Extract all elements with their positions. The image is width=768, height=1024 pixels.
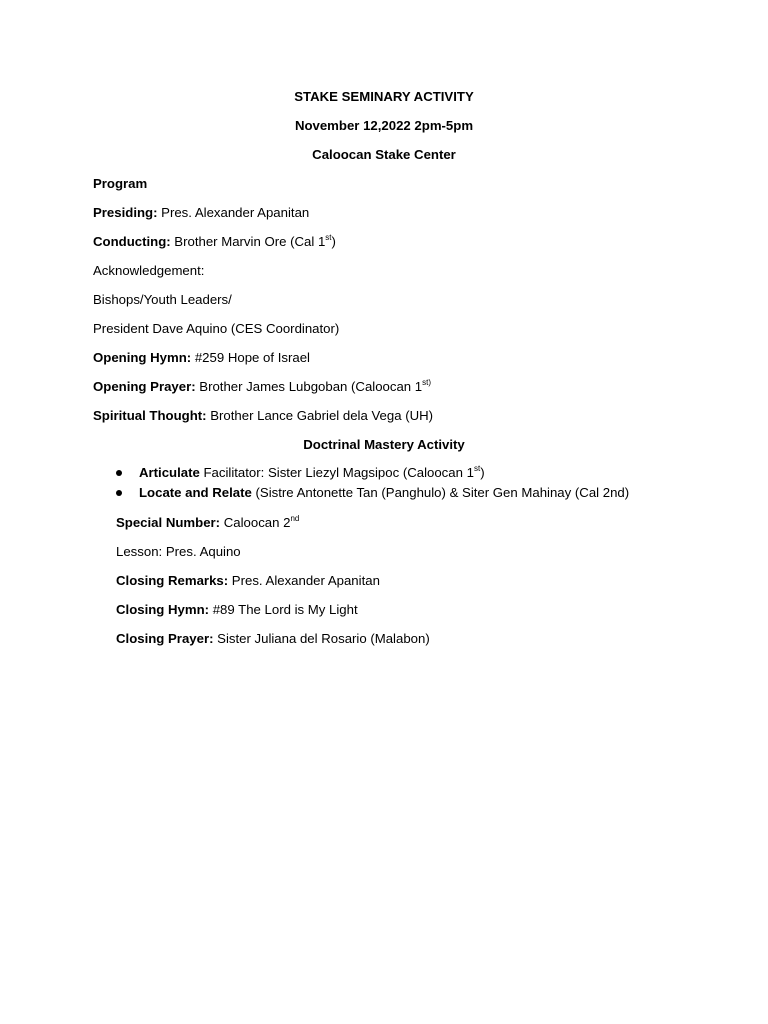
conducting-line: Conducting: Brother Marvin Ore (Cal 1st) [93, 232, 336, 249]
presiding-line: Presiding: Pres. Alexander Apanitan [93, 205, 310, 220]
lesson-line: Lesson: Pres. Aquino [116, 544, 241, 559]
opening-hymn-line: Opening Hymn: #259 Hope of Israel [93, 350, 310, 365]
program-heading: Program [93, 176, 148, 191]
closing-hymn-line: Closing Hymn: #89 The Lord is My Light [116, 602, 358, 617]
opening-prayer-line: Opening Prayer: Brother James Lubgoban (Caloocan $1^{st)}$ [93, 377, 432, 394]
acknowledgement-label: Acknowledgement: [93, 263, 205, 278]
activity-list [0, 463, 629, 503]
acknowledgement-line-1: Bishops/Youth Leaders/ [93, 292, 232, 307]
special-number-line: Special Number: Caloocan 2nd [116, 513, 300, 530]
bullet-icon [116, 490, 122, 496]
event-venue: Caloocan Stake Center [312, 147, 456, 162]
spiritual-thought-line: Spiritual Thought: Brother Lance Gabriel dela Vega (UH) [93, 408, 434, 423]
section-heading: Doctrinal Mastery Activity [303, 437, 465, 452]
event-date: November 12,2022 2pm-5pm [294, 118, 474, 133]
closing-prayer-line: Closing Prayer: Sister Juliana del Rosario (Malabon) [116, 631, 430, 646]
document-title: STAKE SEMINARY ACTIVITY [294, 89, 474, 104]
list-item: Locate and Relate (Sistre Antonette Tan (Panghulo) & Siter Gen Mahinay (Cal 2nd) [0, 483, 629, 503]
closing-remarks-line: Closing Remarks: Pres. Alexander Apanitan [116, 573, 380, 588]
list-item: Articulate Facilitator: Sister Liezyl Magsipoc (Caloocan 1st) [0, 463, 629, 483]
acknowledgement-line-2: President Dave Aquino (CES Coordinator) [93, 321, 340, 336]
bullet-icon [116, 470, 122, 476]
